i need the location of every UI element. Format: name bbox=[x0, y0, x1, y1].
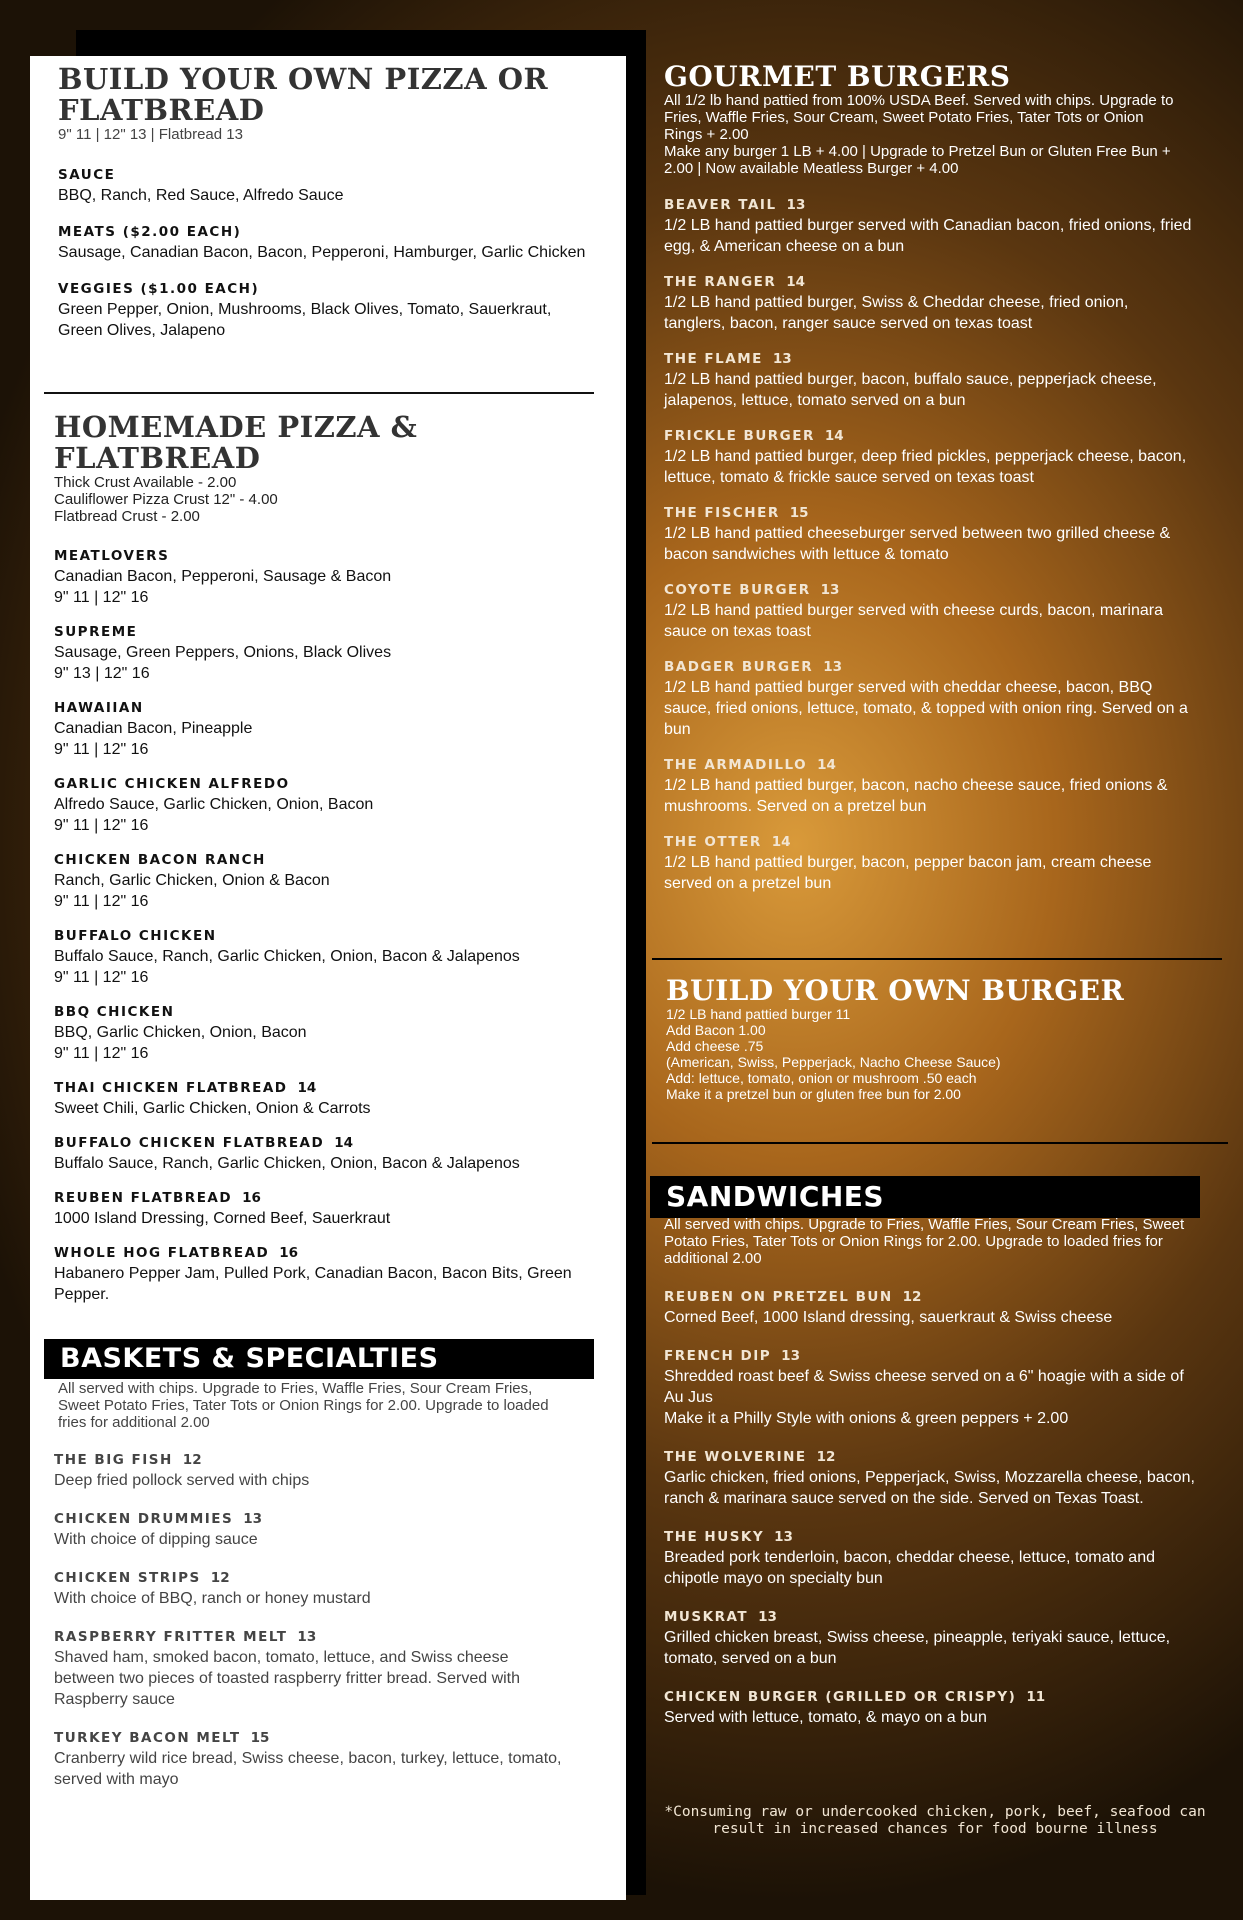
menu-item bbox=[664, 1348, 1199, 1429]
menu-item-title: THE HUSKY bbox=[664, 1529, 765, 1545]
menu-item-price: 12 bbox=[902, 1289, 922, 1305]
menu-item-price: 13 bbox=[243, 1511, 263, 1527]
menu-item-price: 13 bbox=[297, 1629, 317, 1645]
divider bbox=[652, 1142, 1228, 1144]
menu-item bbox=[664, 582, 1194, 642]
menu-item bbox=[664, 1449, 1199, 1509]
menu-item-name bbox=[664, 834, 1194, 850]
menu-item-price: 13 bbox=[774, 1529, 793, 1545]
menu-item-sizes: 9" 11 | 12" 16 bbox=[54, 817, 149, 834]
build-burger-line: 1/2 LB hand pattied burger 11 bbox=[666, 1006, 851, 1022]
menu-item bbox=[54, 1570, 564, 1609]
gourmet-burgers-intro-2: Make any burger 1 LB + 4.00 | Upgrade to Pretzel Bun or Gluten Free Bun + 2.00 | Now available Meatless Burger + 4.00 bbox=[664, 143, 1171, 177]
menu-item bbox=[54, 700, 609, 760]
menu-item-name bbox=[54, 1135, 609, 1151]
menu-item-title: THE BIG FISH bbox=[54, 1452, 173, 1468]
menu-item-description: 1/2 LB hand pattied cheeseburger served between two grilled cheese & bacon sandwiches with lettuce & tomato bbox=[664, 525, 1171, 563]
menu-item-price: 14 bbox=[817, 757, 836, 773]
menu-item-name bbox=[54, 700, 609, 716]
menu-item bbox=[54, 548, 609, 608]
menu-item-title: THE FLAME bbox=[664, 351, 763, 367]
menu-item bbox=[664, 1689, 1199, 1728]
homemade-pizza-section bbox=[30, 412, 626, 1305]
menu-item-description: With choice of BBQ, ranch or honey mustard bbox=[54, 1590, 371, 1607]
menu-item-price: 16 bbox=[279, 1245, 299, 1261]
menu-item-description: 1/2 LB hand pattied burger, Swiss & Cheddar cheese, fried onion, tanglers, bacon, ranger sauce served on texas toast bbox=[664, 294, 1129, 332]
menu-item-title: REUBEN FLATBREAD bbox=[54, 1190, 233, 1206]
gourmet-burgers-intro: All 1/2 lb hand pattied from 100% USDA Beef. Served with chips. Upgrade to Fries, Waffle Fries, Sour Cream, Sweet Potato Fries, Tater Tots or Onion Rings + 2.00 bbox=[664, 92, 1174, 143]
menu-item-price: 13 bbox=[820, 582, 840, 598]
gourmet-burgers-title: GOURMET BURGERS bbox=[664, 60, 1011, 93]
menu-item bbox=[664, 197, 1194, 257]
menu-item-description: Habanero Pepper Jam, Pulled Pork, Canadian Bacon, Bacon Bits, Green Pepper. bbox=[54, 1265, 572, 1303]
menu-item-title: BBQ CHICKEN bbox=[54, 1004, 175, 1020]
sandwiches-title: SANDWICHES bbox=[650, 1176, 1200, 1218]
menu-item-description: 1/2 LB hand pattied burger, bacon, nacho cheese sauce, fried onions & mushrooms. Served on a pretzel bun bbox=[664, 777, 1168, 815]
pizza-option bbox=[58, 167, 598, 206]
menu-item-description: Ranch, Garlic Chicken, Onion & Bacon bbox=[54, 872, 330, 889]
menu-item-description: Deep fried pollock served with chips bbox=[54, 1472, 310, 1489]
menu-item-title: BUFFALO CHICKEN bbox=[54, 928, 217, 944]
menu-item bbox=[54, 776, 609, 836]
menu-item bbox=[664, 659, 1194, 740]
pizza-option-label: MEATS ($2.00 EACH) bbox=[58, 224, 242, 240]
menu-item-name bbox=[664, 505, 1194, 521]
menu-item-name bbox=[54, 852, 609, 868]
baskets-title: BASKETS & SPECIALTIES bbox=[44, 1339, 594, 1379]
menu-item-title: FRENCH DIP bbox=[664, 1348, 772, 1364]
menu-item-title: GARLIC CHICKEN ALFREDO bbox=[54, 776, 290, 792]
menu-item-title: THE FISCHER bbox=[664, 505, 780, 521]
menu-item-description: Corned Beef, 1000 Island dressing, sauerkraut & Swiss cheese bbox=[664, 1309, 1113, 1326]
menu-item-price: 13 bbox=[758, 1609, 777, 1625]
menu-item-title: HAWAIIAN bbox=[54, 700, 144, 716]
menu-item-title: BADGER BURGER bbox=[664, 659, 814, 675]
menu-item-description: Buffalo Sauce, Ranch, Garlic Chicken, Onion, Bacon & Jalapenos bbox=[54, 948, 520, 965]
pizza-option-text: Sausage, Canadian Bacon, Bacon, Pepperoni, Hamburger, Garlic Chicken bbox=[58, 244, 586, 261]
menu-item-description: 1000 Island Dressing, Corned Beef, Sauerkraut bbox=[54, 1210, 391, 1227]
menu-item-name bbox=[54, 1570, 564, 1586]
menu-item-name bbox=[664, 582, 1194, 598]
menu-item-name bbox=[664, 757, 1194, 773]
homemade-pizza-notes bbox=[54, 474, 626, 525]
menu-item-name bbox=[664, 351, 1194, 367]
menu-item-description: Alfredo Sauce, Garlic Chicken, Onion, Bacon bbox=[54, 796, 374, 813]
menu-item-name bbox=[54, 1452, 564, 1468]
menu-item-price: 13 bbox=[772, 351, 792, 367]
menu-item-title: THE WOLVERINE bbox=[664, 1449, 807, 1465]
menu-item-description: Cranberry wild rice bread, Swiss cheese, bacon, turkey, lettuce, tomato, served with mayo bbox=[54, 1750, 562, 1788]
baskets-list bbox=[54, 1452, 564, 1790]
menu-item-name bbox=[54, 776, 609, 792]
menu-item-price: 12 bbox=[816, 1449, 836, 1465]
menu-item-name bbox=[54, 1245, 609, 1261]
divider bbox=[652, 958, 1222, 960]
menu-item-description: Garlic chicken, fried onions, Pepperjack, Swiss, Mozzarella cheese, bacon, ranch & marinara sauce served on the side. Served on Texas Toast. bbox=[664, 1469, 1195, 1507]
menu-item-name bbox=[664, 1529, 1199, 1545]
menu-item-name bbox=[54, 1511, 564, 1527]
menu-item-name bbox=[54, 928, 609, 944]
menu-item-name bbox=[54, 1730, 564, 1746]
menu-item-price: 13 bbox=[781, 1348, 800, 1364]
menu-item bbox=[664, 428, 1194, 488]
menu-item-title: RASPBERRY FRITTER MELT bbox=[54, 1629, 288, 1645]
menu-item-description: Sweet Chili, Garlic Chicken, Onion & Carrots bbox=[54, 1100, 371, 1117]
menu-item-description: 1/2 LB hand pattied burger, bacon, buffalo sauce, pepperjack cheese, jalapenos, lettuce, tomato served on a bun bbox=[664, 371, 1157, 409]
menu-item-sizes: 9" 11 | 12" 16 bbox=[54, 741, 149, 758]
menu-item bbox=[54, 1245, 609, 1305]
menu-item-price: 11 bbox=[1026, 1689, 1046, 1705]
menu-item-name bbox=[54, 1004, 609, 1020]
build-burger-line: (American, Swiss, Pepperjack, Nacho Cheese Sauce) bbox=[666, 1054, 1001, 1070]
menu-item-title: THE RANGER bbox=[664, 274, 777, 290]
menu-item-name bbox=[54, 624, 609, 640]
menu-item-name bbox=[54, 548, 609, 564]
menu-item-name bbox=[664, 428, 1194, 444]
menu-item bbox=[54, 1730, 564, 1790]
menu-item-title: MEATLOVERS bbox=[54, 548, 170, 564]
menu-item bbox=[664, 351, 1194, 411]
build-burger-section bbox=[666, 976, 1206, 1102]
menu-item-sizes: 9" 11 | 12" 16 bbox=[54, 1045, 149, 1062]
menu-item bbox=[54, 624, 609, 684]
menu-item-price: 14 bbox=[334, 1135, 354, 1151]
menu-item-title: BUFFALO CHICKEN FLATBREAD bbox=[54, 1135, 325, 1151]
build-burger-line: Make it a pretzel bun or gluten free bun for 2.00 bbox=[666, 1086, 961, 1102]
menu-item bbox=[54, 1629, 564, 1710]
menu-item-description: Buffalo Sauce, Ranch, Garlic Chicken, Onion, Bacon & Jalapenos bbox=[54, 1155, 520, 1172]
menu-item-title: REUBEN ON PRETZEL BUN bbox=[664, 1289, 893, 1305]
menu-item bbox=[664, 274, 1194, 334]
menu-item bbox=[54, 1004, 609, 1064]
burger-list bbox=[664, 197, 1194, 894]
build-burger-line: Add: lettuce, tomato, onion or mushroom .50 each bbox=[666, 1070, 977, 1086]
pizza-option-text: BBQ, Ranch, Red Sauce, Alfredo Sauce bbox=[58, 187, 344, 204]
menu-item-description: Shredded roast beef & Swiss cheese served on a 6" hoagie with a side of Au Jus bbox=[664, 1368, 1184, 1406]
menu-item-price: 13 bbox=[823, 659, 842, 675]
pizza-option-text: Green Pepper, Onion, Mushrooms, Black Olives, Tomato, Sauerkraut, Green Olives, Jalapeno bbox=[58, 301, 552, 339]
homemade-pizza-title: HOMEMADE PIZZA & FLATBREAD bbox=[54, 410, 418, 475]
menu-item-name bbox=[664, 1348, 1199, 1364]
menu-item-description: 1/2 LB hand pattied burger, deep fried pickles, pepperjack cheese, bacon, lettuce, tomato & frickle sauce served on texas toast bbox=[664, 448, 1187, 486]
menu-item-price: 14 bbox=[824, 428, 844, 444]
menu-item-sizes: 9" 11 | 12" 16 bbox=[54, 893, 149, 910]
menu-item-name bbox=[54, 1629, 564, 1645]
menu-item-price: 15 bbox=[250, 1730, 270, 1746]
menu-item-price: 12 bbox=[182, 1452, 202, 1468]
menu-item-title: WHOLE HOG FLATBREAD bbox=[54, 1245, 270, 1261]
menu-item-description: Shaved ham, smoked bacon, tomato, lettuce, and Swiss cheese between two pieces of toasted raspberry fritter bread. Served with Raspberry sauce bbox=[54, 1649, 521, 1708]
menu-item bbox=[664, 1289, 1199, 1328]
menu-item-price: 13 bbox=[786, 197, 806, 213]
homemade-pizza-list bbox=[54, 548, 609, 1305]
menu-item-name bbox=[664, 197, 1194, 213]
menu-item-title: TURKEY BACON MELT bbox=[54, 1730, 241, 1746]
menu-item-description: With choice of dipping sauce bbox=[54, 1531, 258, 1548]
menu-item-price: 16 bbox=[242, 1190, 261, 1206]
menu-item-title: CHICKEN BACON RANCH bbox=[54, 852, 266, 868]
baskets-intro: All served with chips. Upgrade to Fries, Waffle Fries, Sour Cream Fries, Sweet Potato Fries, Tater Tots or Onion Rings for 2.00. Upgrade to loaded fries for additional 2.00 bbox=[58, 1380, 549, 1431]
sandwich-list bbox=[664, 1289, 1199, 1728]
build-burger-line: Add Bacon 1.00 bbox=[666, 1022, 766, 1038]
menu-item-price: 14 bbox=[786, 274, 806, 290]
menu-item bbox=[54, 1135, 609, 1174]
pizza-option-label: VEGGIES ($1.00 EACH) bbox=[58, 281, 260, 297]
build-pizza-title bbox=[58, 64, 626, 126]
menu-item-sizes: 9" 11 | 12" 16 bbox=[54, 969, 149, 986]
menu-item-title: THE OTTER bbox=[664, 834, 762, 850]
menu-item-name bbox=[664, 1609, 1199, 1625]
build-pizza-section bbox=[30, 64, 626, 341]
pizza-note: Thick Crust Available - 2.00 bbox=[54, 474, 237, 491]
menu-item-description: 1/2 LB hand pattied burger, bacon, pepper bacon jam, cream cheese served on a pretzel bun bbox=[664, 854, 1152, 892]
menu-item-description: Breaded pork tenderloin, bacon, cheddar cheese, lettuce, tomato and chipotle mayo on specialty bun bbox=[664, 1549, 1155, 1587]
menu-item-price: 14 bbox=[297, 1080, 317, 1096]
menu-item-description: BBQ, Garlic Chicken, Onion, Bacon bbox=[54, 1024, 307, 1041]
menu-item-name bbox=[54, 1190, 609, 1206]
menu-item-description: Grilled chicken breast, Swiss cheese, pineapple, teriyaki sauce, lettuce, tomato, served on a bun bbox=[664, 1629, 1171, 1667]
pizza-note: Flatbread Crust - 2.00 bbox=[54, 508, 200, 525]
menu-item-sizes: 9" 13 | 12" 16 bbox=[54, 665, 150, 682]
menu-item bbox=[54, 1080, 609, 1119]
menu-item-name bbox=[664, 1289, 1199, 1305]
menu-item bbox=[664, 834, 1194, 894]
menu-item-description: 1/2 LB hand pattied burger served with Canadian bacon, fried onions, fried egg, & American cheese on a bun bbox=[664, 217, 1192, 255]
menu-item bbox=[54, 1452, 564, 1491]
menu-item-title: BEAVER TAIL bbox=[664, 197, 777, 213]
baskets-section bbox=[30, 1380, 626, 1431]
menu-item-name bbox=[54, 1080, 609, 1096]
menu-item-description: 1/2 LB hand pattied burger served with cheese curds, bacon, marinara sauce on texas toast bbox=[664, 602, 1163, 640]
pizza-option bbox=[58, 281, 598, 341]
gourmet-burgers-section bbox=[664, 62, 1204, 894]
build-burger-lines bbox=[666, 1006, 1206, 1102]
build-pizza-title-line1: BUILD YOUR OWN PIZZA OR bbox=[58, 62, 549, 96]
menu-item bbox=[664, 1609, 1199, 1669]
menu-item-title: THAI CHICKEN FLATBREAD bbox=[54, 1080, 288, 1096]
menu-item-name bbox=[664, 1449, 1199, 1465]
menu-item-title: FRICKLE BURGER bbox=[664, 428, 815, 444]
menu-item-name bbox=[664, 274, 1194, 290]
menu-item-title: CHICKEN BURGER (GRILLED OR CRISPY) bbox=[664, 1689, 1017, 1705]
menu-item-price: 12 bbox=[210, 1570, 230, 1586]
sandwiches-intro: All served with chips. Upgrade to Fries, Waffle Fries, Sour Cream Fries, Sweet Potato Fries, Tater Tots or Onion Rings for 2.00. Upgrade to loaded fries for additional 2.00 bbox=[664, 1216, 1185, 1267]
food-safety-disclaimer: *Consuming raw or undercooked chicken, pork, beef, seafood can result in increased chances for food bourne illness bbox=[664, 1804, 1206, 1837]
menu-item-title: MUSKRAT bbox=[664, 1609, 749, 1625]
menu-item bbox=[54, 1511, 564, 1550]
menu-item-title: SUPREME bbox=[54, 624, 138, 640]
build-pizza-title-line2: FLATBREAD bbox=[58, 93, 265, 127]
menu-item-price: 14 bbox=[771, 834, 791, 850]
menu-item-price: 15 bbox=[789, 505, 809, 521]
divider bbox=[44, 392, 594, 394]
baskets-items-wrap bbox=[30, 1452, 626, 1790]
build-burger-line: Add cheese .75 bbox=[666, 1038, 764, 1054]
menu-item-description: Sausage, Green Peppers, Onions, Black Olives bbox=[54, 644, 392, 661]
menu-item-description: 1/2 LB hand pattied burger served with cheddar cheese, bacon, BBQ sauce, fried onions, lettuce, tomato, & topped with onion ring. Served on a bun bbox=[664, 679, 1188, 738]
left-menu-panel bbox=[30, 56, 626, 1900]
menu-item-name bbox=[664, 1689, 1199, 1705]
pizza-option-label: SAUCE bbox=[58, 167, 116, 183]
menu-item bbox=[54, 1190, 609, 1229]
menu-item-extra: Make it a Philly Style with onions & green peppers + 2.00 bbox=[664, 1410, 1069, 1427]
menu-item-description: Served with lettuce, tomato, & mayo on a bun bbox=[664, 1709, 987, 1726]
build-pizza-sizes: 9" 11 | 12" 13 | Flatbread 13 bbox=[58, 126, 243, 143]
menu-item bbox=[664, 505, 1194, 565]
menu-item-title: CHICKEN DRUMMIES bbox=[54, 1511, 234, 1527]
menu-item bbox=[664, 1529, 1199, 1589]
menu-item bbox=[664, 757, 1194, 817]
menu-item-description: Canadian Bacon, Pineapple bbox=[54, 720, 253, 737]
menu-item-title: CHICKEN STRIPS bbox=[54, 1570, 201, 1586]
build-burger-title: BUILD YOUR OWN BURGER bbox=[666, 974, 1125, 1007]
menu-item-title: THE ARMADILLO bbox=[664, 757, 808, 773]
menu-item-name bbox=[664, 659, 1194, 675]
sandwiches-section bbox=[664, 1216, 1204, 1728]
menu-item-title: COYOTE BURGER bbox=[664, 582, 811, 598]
menu-item-sizes: 9" 11 | 12" 16 bbox=[54, 589, 149, 606]
pizza-options-list bbox=[58, 167, 598, 341]
pizza-note: Cauliflower Pizza Crust 12" - 4.00 bbox=[54, 491, 278, 508]
menu-item bbox=[54, 928, 609, 988]
pizza-option bbox=[58, 224, 598, 263]
menu-item-description: Canadian Bacon, Pepperoni, Sausage & Bacon bbox=[54, 568, 392, 585]
menu-item bbox=[54, 852, 609, 912]
